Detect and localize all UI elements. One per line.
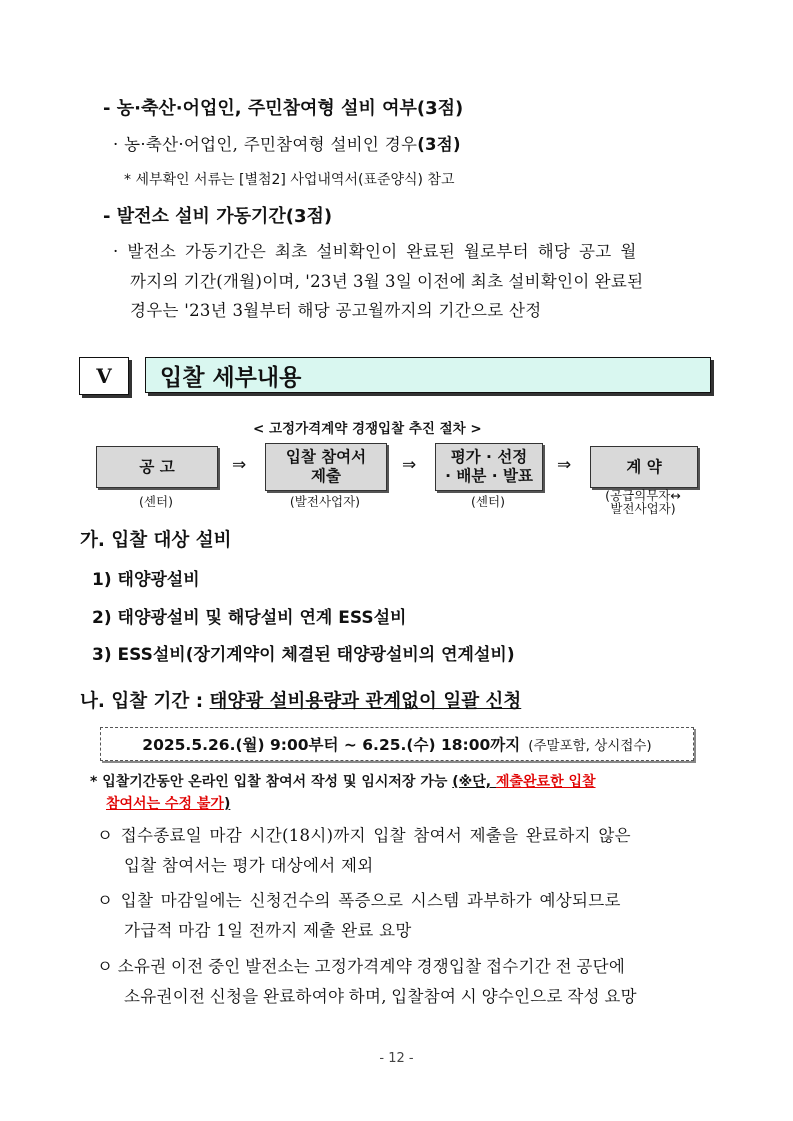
period-note-red-line-2: 참여서는 수정 불가 <box>106 796 224 812</box>
period-dates-note: (주말포함, 상시접수) <box>528 738 652 754</box>
bullet-3-line-1: ㅇ 소유권 이전 중인 발전소는 고정가격계약 경쟁입찰 접수기간 전 공단에 <box>97 957 626 976</box>
process-step-label: 계 약 <box>626 457 662 476</box>
bullet-1-line-1: ㅇ 접수종료일 마감 시간(18시)까지 입찰 참여서 제출을 완료하지 않은 <box>97 826 631 845</box>
target-item: 1) 태양광설비 <box>92 570 200 590</box>
page-number: - 12 - <box>379 1051 414 1066</box>
section-title: 입찰 세부내용 <box>145 357 711 393</box>
criteria-heading-2: - 발전소 설비 가동기간(3점) <box>103 206 333 227</box>
process-actor-line-1: (공급의무자↔ <box>605 488 681 503</box>
process-step-announcement <box>96 446 218 488</box>
process-step-label-line-1: 입찰 참여서 <box>285 448 367 467</box>
process-step-contract <box>590 446 698 488</box>
process-actor: (센터) <box>139 494 173 509</box>
period-dates: 2025.5.26.(월) 9:00부터 ~ 6.25.(수) 18:00까지 <box>142 736 521 754</box>
bullet-2-line-1: ㅇ 입찰 마감일에는 신청건수의 폭증으로 시스템 과부하가 예상되므로 <box>97 891 621 910</box>
process-step-label-line-2: · 배분 · 발표 <box>445 467 533 485</box>
period-heading <box>80 687 521 713</box>
process-step-submission <box>265 443 387 491</box>
process-step-label-line-2: 제출 <box>311 467 341 485</box>
process-actor <box>585 489 701 515</box>
period-note-paren-close: ) <box>223 796 231 812</box>
criteria-note-1: * 세부확인 서류는 [별첨2] 사업내역서(표준양식) 참고 <box>124 172 455 188</box>
period-note-cont <box>106 793 230 813</box>
process-arrow-icon: ⇒ <box>402 455 417 475</box>
process-arrow-icon: ⇒ <box>232 455 247 475</box>
target-item: 3) ESS설비(장기계약이 체결된 태양광설비의 연계설비) <box>92 645 515 665</box>
criteria-heading-1: - 농·축산·어업인, 주민참여형 설비 여부(3점) <box>103 98 464 119</box>
bullet-3-line-2: 소유권이전 신청을 완료하여야 하며, 입찰참여 시 양수인으로 작성 요망 <box>124 987 637 1006</box>
section-number: Ⅴ <box>79 357 129 395</box>
criteria-detail-2-line-2: 까지의 기간(개월)이며, '23년 3월 3일 이전에 최초 설비확인이 완료된 <box>130 272 644 291</box>
bullet-2-line-2: 가급적 마감 1일 전까지 제출 완료 요망 <box>124 921 412 940</box>
process-step-label-line-1: 평가 · 선정 <box>450 448 528 467</box>
period-box <box>100 727 694 761</box>
period-note-prefix: * 입찰기간동안 온라인 입찰 참여서 작성 및 임시저장 가능 <box>90 774 453 790</box>
bullet-1-line-2: 입찰 참여서는 평가 대상에서 제외 <box>124 856 374 875</box>
criteria-points-1: (3점) <box>417 135 461 154</box>
period-note-red-line-1: 제출완료한 입찰 <box>495 774 596 790</box>
criteria-detail-1-text: · 농·축산·어업인, 주민참여형 설비인 경우 <box>113 135 418 154</box>
process-caption: < 고정가격계약 경쟁입찰 추진 절차 > <box>253 421 482 437</box>
process-step-label: 공 고 <box>139 457 175 476</box>
process-step-evaluation <box>435 443 543 491</box>
criteria-detail-2-line-1: · 발전소 가동기간은 최초 설비확인이 완료된 월로부터 해당 공고 월 <box>113 242 637 261</box>
criteria-detail-1 <box>113 131 461 155</box>
period-note <box>90 771 596 791</box>
process-arrow-icon: ⇒ <box>557 455 572 475</box>
period-note-paren-open: (※단, <box>452 774 496 790</box>
process-actor: (발전사업자) <box>289 494 361 509</box>
target-heading: 가. 입찰 대상 설비 <box>80 530 232 551</box>
period-heading-prefix: 나. 입찰 기간 : <box>80 691 210 712</box>
process-actor: (센터) <box>471 494 505 509</box>
target-item: 2) 태양광설비 및 해당설비 연계 ESS설비 <box>92 608 407 628</box>
process-actor-line-2: 발전사업자) <box>610 501 676 517</box>
period-heading-emphasis: 태양광 설비용량과 관계없이 일괄 신청 <box>209 691 522 712</box>
criteria-detail-2-line-3: 경우는 '23년 3월부터 해당 공고월까지의 기간으로 산정 <box>130 301 542 320</box>
